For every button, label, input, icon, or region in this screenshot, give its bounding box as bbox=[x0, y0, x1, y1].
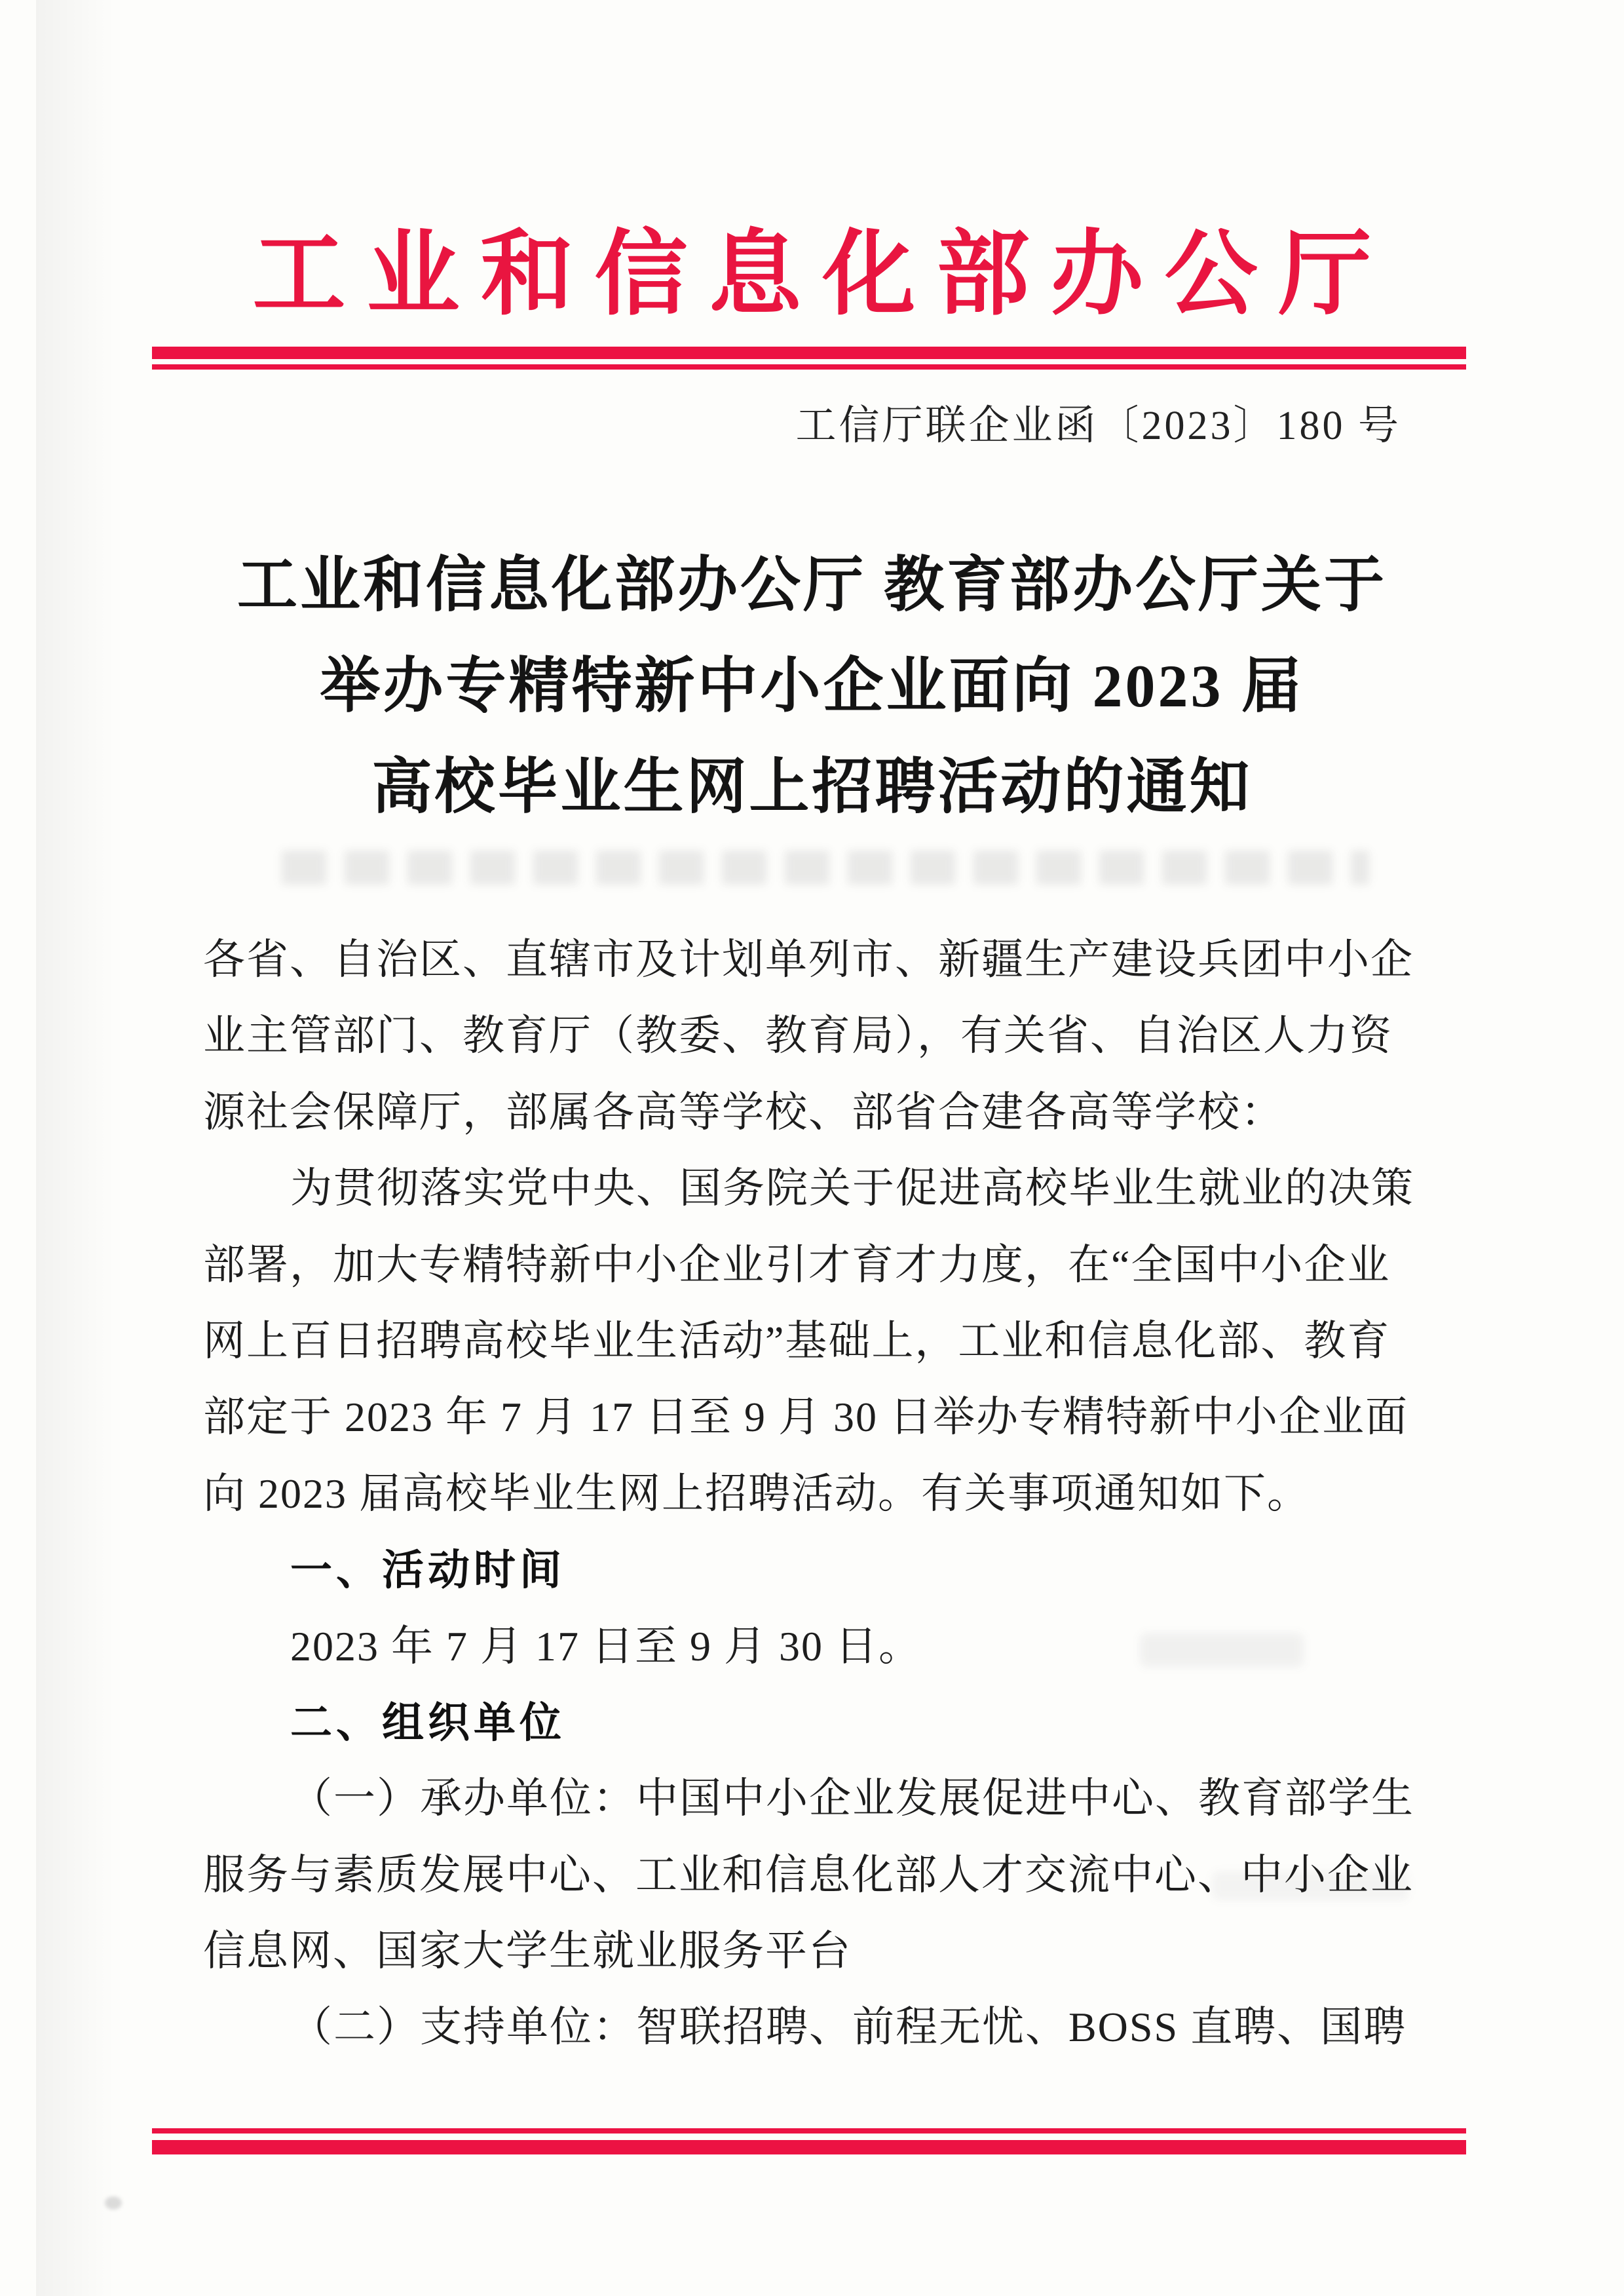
section-heading-organizers: 二、组织单位 bbox=[290, 1698, 565, 1746]
agency-header: 工业和信息化部办公厅 bbox=[252, 223, 1393, 326]
section-heading-activity-time: 一、活动时间 bbox=[290, 1546, 565, 1594]
body-line: 信息网、国家大学生就业服务平台 bbox=[203, 1928, 852, 1975]
body-line: 源社会保障厅，部属各高等学校、部省合建各高等学校： bbox=[203, 1088, 1284, 1136]
header-rule-thick bbox=[152, 347, 1466, 359]
body-line: （一）承办单位：中国中小企业发展促进中心、教育部学生 bbox=[290, 1775, 1414, 1822]
notice-title bbox=[0, 535, 1624, 837]
body-line: 服务与素质发展中心、工业和信息化部人才交流中心、中小企业 bbox=[203, 1851, 1414, 1898]
document-number: 工信厅联企业函〔2023〕180 号 bbox=[795, 404, 1401, 448]
body-line: 业主管部门、教育厅（教委、教育局），有关省、自治区人力资 bbox=[203, 1012, 1393, 1060]
body-line: 部署，加大专精特新中小企业引才育才力度，在“全国中小企业 bbox=[203, 1241, 1391, 1288]
scan-shadow-artifact bbox=[36, 0, 115, 2296]
footer-rule-thin bbox=[152, 2128, 1466, 2133]
title-line-2: 举办专精特新中小企业面向 2023 届 bbox=[320, 653, 1304, 719]
body-line: 为贯彻落实党中央、国务院关于促进高校毕业生就业的决策 bbox=[290, 1165, 1414, 1212]
title-line-3: 高校毕业生网上招聘活动的通知 bbox=[371, 754, 1253, 820]
body-line: 网上百日招聘高校毕业生活动”基础上，工业和信息化部、教育 bbox=[203, 1317, 1391, 1364]
header-rule-thin bbox=[152, 364, 1466, 370]
body-line: （二）支持单位：智联招聘、前程无忧、BOSS 直聘、国聘 bbox=[290, 2004, 1407, 2051]
body-line: 各省、自治区、直辖市及计划单列市、新疆生产建设兵团中小企 bbox=[203, 936, 1414, 983]
document-body bbox=[203, 922, 1428, 2066]
body-line: 部定于 2023 年 7 月 17 日至 9 月 30 日举办专精特新中小企业面 bbox=[203, 1394, 1408, 1441]
body-line: 2023 年 7 月 17 日至 9 月 30 日。 bbox=[290, 1622, 922, 1670]
bleed-through-artifact bbox=[282, 851, 1369, 885]
title-line-1: 工业和信息化部办公厅 教育部办公厅关于 bbox=[236, 552, 1387, 619]
footer-rule-thick bbox=[152, 2140, 1466, 2154]
ink-speck-artifact bbox=[105, 2196, 122, 2210]
body-line: 向 2023 届高校毕业生网上招聘活动。有关事项通知如下。 bbox=[203, 1470, 1310, 1517]
